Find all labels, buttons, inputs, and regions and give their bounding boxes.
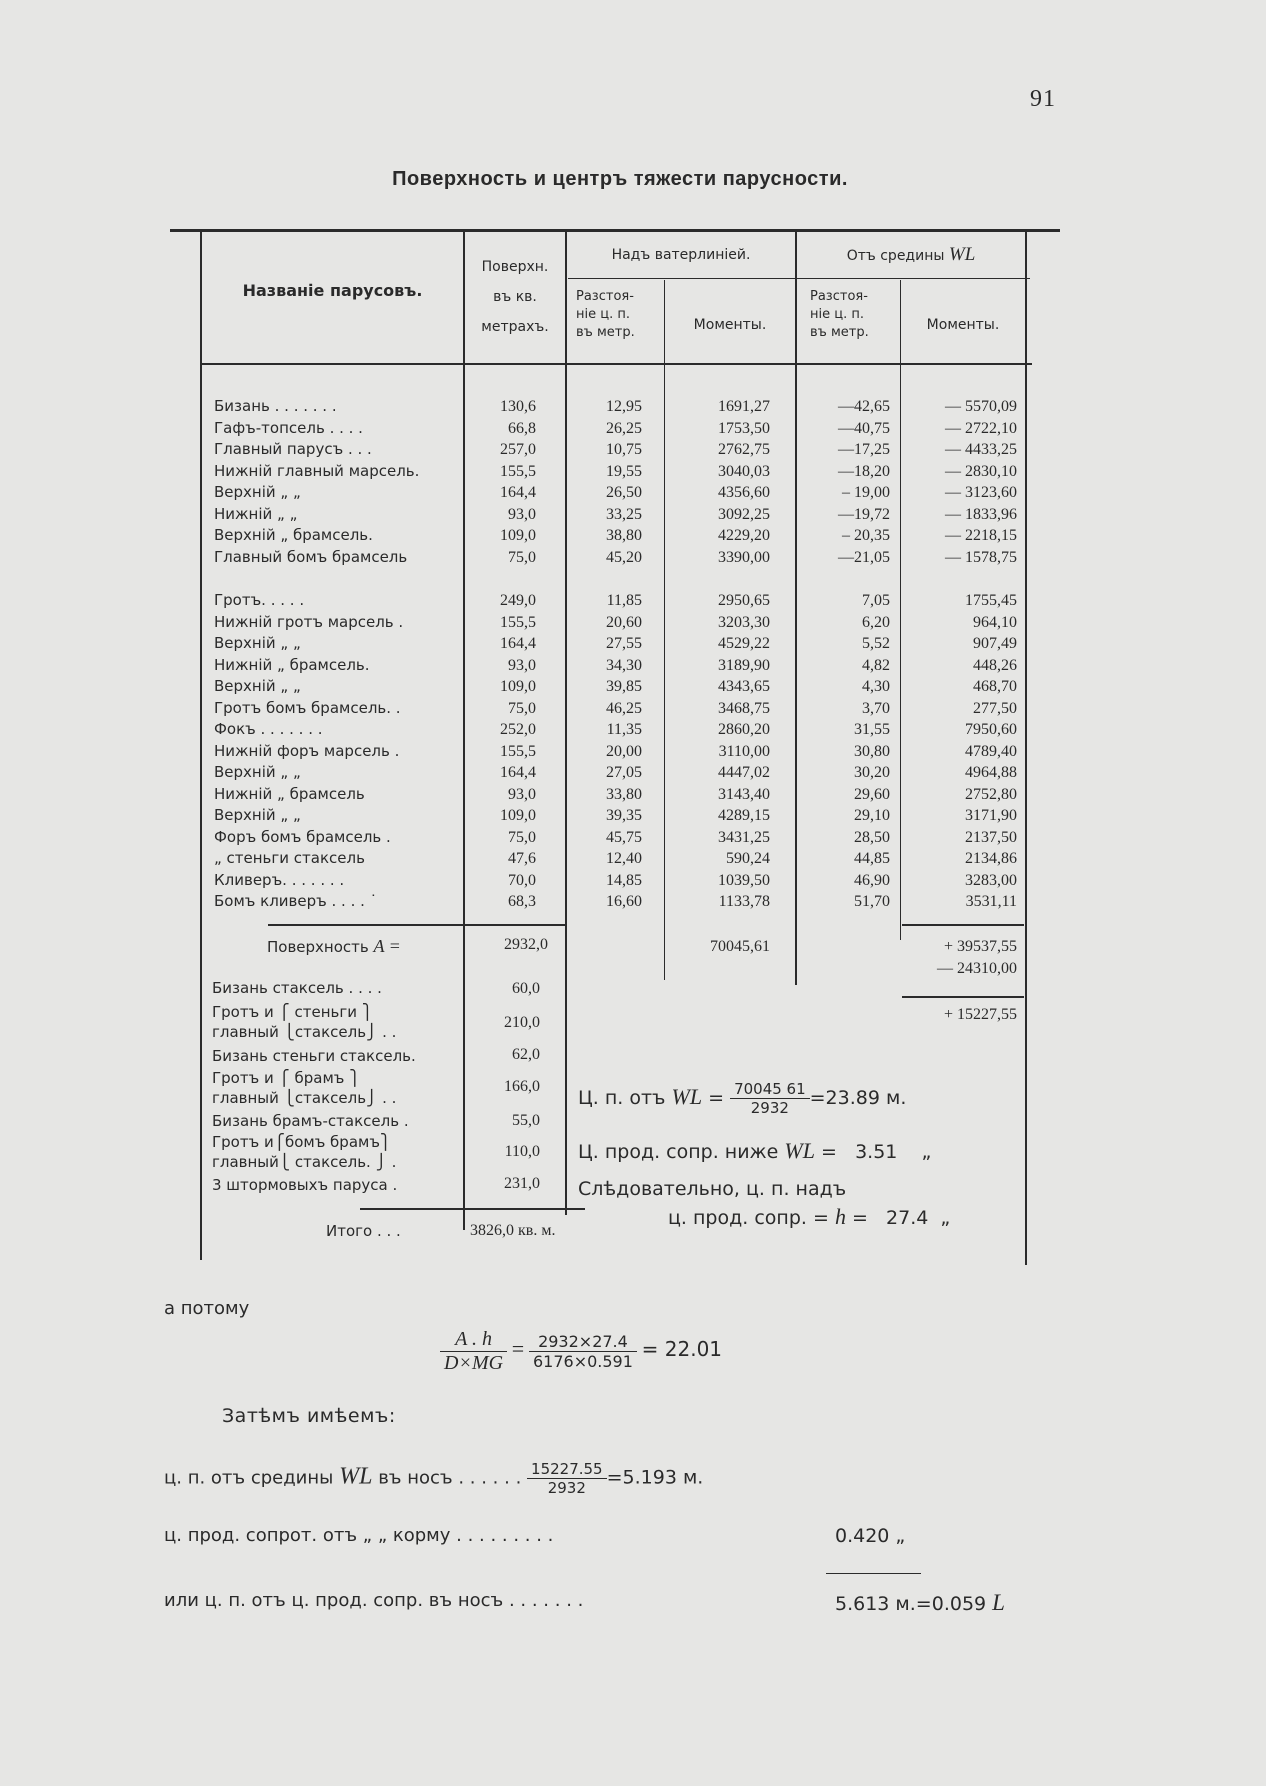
dist-cell: 4,82 — [862, 656, 890, 674]
line3: или ц. п. отъ ц. прод. сопр. въ носъ . . . . . . . — [164, 1590, 584, 1611]
page-number: 91 — [1030, 86, 1056, 112]
area-cell: 75,0 — [508, 699, 536, 717]
col-rule-area — [565, 230, 567, 1215]
calc-cp-res: =23.89 м. — [809, 1087, 907, 1109]
moment-h-cell: 3143,40 — [718, 785, 770, 803]
surface-symbol: A = — [373, 936, 401, 956]
area-cell: 109,0 — [500, 678, 536, 695]
moment-h-cell: 1133,78 — [718, 893, 770, 910]
height-cell: 45,20 — [606, 548, 642, 566]
group2-height — [570, 590, 642, 913]
header-wl-symbol: WL — [948, 244, 976, 265]
surface-rule-2 — [465, 924, 565, 926]
dist-cell: 7,05 — [862, 592, 890, 609]
line1-fraction — [527, 1460, 607, 1497]
header-bottom-rule — [200, 363, 1032, 365]
itogo-label: Итого . . . — [326, 1222, 401, 1240]
line1-den: 2932 — [547, 1479, 586, 1497]
dist-cell: 31,55 — [854, 721, 890, 738]
line3-symbol: L — [992, 1590, 1005, 1615]
moment-d-cell: 468,70 — [973, 678, 1017, 695]
moment-d-cell: — 2830,10 — [945, 462, 1017, 480]
area-cell: 164,4 — [500, 635, 536, 652]
storm-sail-area: 166,0 — [504, 1078, 540, 1095]
storm-sail-line: Бизань брамъ-стаксель . — [212, 1112, 409, 1130]
storm-sail-line: Гротъ и ⎧ стеньги ⎫ — [212, 1003, 373, 1021]
formula-equals: = — [511, 1335, 525, 1361]
dist-cell: 44,85 — [854, 850, 890, 867]
group1-moment-d — [905, 396, 1017, 568]
group2-dist — [800, 590, 890, 913]
moment-h-cell: 3203,30 — [718, 613, 770, 631]
sail-name: Нижній „ брамсель. — [214, 655, 370, 674]
header-moments-d: Моменты. — [926, 317, 1000, 333]
surface-label — [267, 936, 401, 957]
area-cell: 130,6 — [500, 398, 536, 415]
calc-clr-label: Ц. прод. сопр. ниже — [578, 1141, 779, 1163]
dist-cell: – 19,00 — [842, 484, 890, 501]
line2: ц. прод. сопрот. отъ „ „ корму . . . . . . . . . — [164, 1525, 554, 1546]
moment-d-cell: 3531,11 — [965, 893, 1017, 910]
area-cell: 164,4 — [500, 764, 536, 781]
sail-name: Нижній форъ марсель . — [214, 741, 400, 760]
height-cell: 14,85 — [606, 871, 642, 889]
header-area-line: метрахъ. — [481, 319, 549, 335]
moment-d-cell: 2137,50 — [965, 828, 1017, 846]
storm-sail-area: 55,0 — [512, 1112, 540, 1129]
moment-h-cell: 4447,02 — [718, 764, 770, 781]
storm-sail — [212, 1132, 396, 1172]
height-cell: 39,85 — [606, 678, 642, 695]
formula-den2: 6176×0.591 — [532, 1352, 633, 1371]
moment-h-cell: 3092,25 — [718, 505, 770, 523]
calc-clr-line: Ц. прод. сопр. ниже WL = 3.51 „ — [578, 1138, 932, 1163]
dist-cell: 29,10 — [854, 807, 890, 824]
area-cell: 155,5 — [500, 613, 536, 631]
group2-moment-h — [670, 590, 770, 913]
calc-h-label: ц. прод. сопр. = — [668, 1207, 829, 1229]
sail-name: Гротъ бомъ брамсель. . — [214, 698, 401, 717]
area-cell: 155,5 — [500, 462, 536, 480]
moment-d-cell: — 5570,09 — [945, 398, 1017, 415]
header-dist-line: въ метр. — [576, 325, 635, 340]
line3-res-wrap — [835, 1590, 1005, 1616]
calc-wl-symbol: WL — [784, 1138, 815, 1163]
height-cell: 33,80 — [606, 785, 642, 803]
dist-cell: 29,60 — [854, 785, 890, 803]
calc-cp-line: Ц. п. отъ WL = $\frac{70045 61}{2932}$ =23.89 м. — [578, 1080, 907, 1117]
table-top-rule — [170, 229, 1060, 232]
moment-d-cell: — 2722,10 — [945, 419, 1017, 437]
height-cell: 27,05 — [606, 764, 642, 781]
height-cell: 12,95 — [606, 398, 642, 415]
itogo-rule — [360, 1208, 585, 1210]
dist-cell: —17,25 — [838, 441, 890, 458]
header-dist-line: Разстоя- — [576, 289, 634, 304]
col-rule-right — [1025, 230, 1027, 1265]
height-cell: 16,60 — [606, 893, 642, 910]
moment-total: 70045,61 — [710, 938, 770, 955]
area-cell: 66,8 — [508, 419, 536, 437]
col-rule-left — [200, 230, 202, 1260]
moment-h-cell: 3110,00 — [718, 742, 770, 760]
storm-sail-line: Гротъ и ⎧ брамъ ⎫ — [212, 1069, 361, 1087]
col-rule-mh — [795, 230, 797, 985]
surface-rule — [268, 924, 468, 926]
storm-sail-line: главный⎩ стаксель. ⎭ . — [212, 1153, 397, 1171]
header-moments-h: Моменты. — [693, 317, 767, 333]
moment-h-cell: 590,24 — [726, 850, 770, 867]
height-cell: 26,25 — [606, 419, 642, 437]
moment-minus: — 24310,00 — [937, 960, 1017, 977]
area-cell: 75,0 — [508, 828, 536, 846]
sail-name: Гротъ. . . . . — [214, 591, 305, 609]
calc-quote: „ — [921, 1141, 932, 1163]
header-above-wl: Надъ ватерлиніей. — [611, 247, 751, 263]
calc-h-line: ц. прод. сопр. = h = 27.4 „ — [668, 1204, 951, 1229]
dist-cell: 30,20 — [854, 764, 890, 781]
header-dist-d — [810, 288, 869, 342]
sum-rule — [826, 1573, 921, 1574]
moment-d-cell: 3171,90 — [965, 807, 1017, 824]
dist-cell: 51,70 — [854, 893, 890, 910]
itogo-value: 3826,0 кв. м. — [470, 1222, 556, 1239]
area-cell: 109,0 — [500, 807, 536, 824]
height-cell: 19,55 — [606, 462, 642, 480]
sail-name: Бомъ кливеръ . . . . ˙ — [214, 892, 378, 910]
area-cell: 93,0 — [508, 785, 536, 803]
moment-d-cell: 4789,40 — [965, 742, 1017, 760]
header-dist-line: ніе ц. п. — [810, 307, 864, 322]
moment-h-cell: 3468,75 — [718, 699, 770, 717]
moment-h-cell: 1691,27 — [718, 398, 770, 415]
dist-cell: —21,05 — [838, 548, 890, 566]
moment-d-cell: 3283,00 — [965, 871, 1017, 889]
moment-h-cell: 2762,75 — [718, 441, 770, 458]
moment-d-cell: 2752,80 — [965, 785, 1017, 803]
moment-d-cell: 448,26 — [973, 656, 1017, 674]
sail-name: Нижній „ брамсель — [214, 784, 365, 803]
calc-cp-label: Ц. п. отъ — [578, 1087, 666, 1109]
header-area — [466, 252, 564, 342]
header-area-line: въ кв. — [493, 289, 537, 305]
surface-total: 2932,0 — [504, 936, 548, 953]
dist-cell: 28,50 — [854, 828, 890, 846]
moment-d-cell: 2134,86 — [965, 850, 1017, 867]
moment-net: + 15227,55 — [943, 1006, 1017, 1023]
formula-fraction-2 — [529, 1332, 637, 1371]
group1-moment-h — [670, 396, 770, 568]
header-dist-line: ніе ц. п. — [576, 307, 630, 322]
moment-d-cell: 4964,88 — [965, 764, 1017, 781]
surface-label-text: Поверхность — [267, 938, 369, 956]
line1-rest: въ носъ . . . . . . — [378, 1467, 522, 1489]
dist-cell: —18,20 — [838, 462, 890, 480]
header-from-mid-text: Отъ средины — [846, 248, 945, 264]
sail-name: Кливеръ. . . . . . . — [214, 870, 345, 889]
moment-h-cell: 3390,00 — [718, 548, 770, 566]
line1-res: =5.193 м. — [606, 1466, 704, 1489]
storm-sail-line: главный ⎩стаксель⎭ . . — [212, 1023, 397, 1041]
calc-cp-den: 2932 — [750, 1099, 789, 1117]
header-dist-line: въ метр. — [810, 325, 869, 340]
area-cell: 93,0 — [508, 505, 536, 523]
col-rule-h — [664, 280, 665, 980]
height-cell: 34,30 — [606, 656, 642, 674]
col-rule-d — [900, 280, 901, 940]
moment-h-cell: 4343,65 — [718, 678, 770, 695]
height-cell: 27,55 — [606, 635, 642, 652]
height-cell: 10,75 — [606, 441, 642, 458]
group2-area — [466, 590, 536, 913]
moment-h-cell: 4356,60 — [718, 484, 770, 501]
storm-sail — [212, 1111, 409, 1132]
dist-cell: 30,80 — [854, 742, 890, 760]
moment-h-cell: 3040,03 — [718, 462, 770, 480]
group1-names — [214, 396, 464, 568]
sail-name: Нижній гротъ марсель . — [214, 612, 404, 631]
storm-sail-area: 62,0 — [512, 1046, 540, 1063]
storm-sail-area: 110,0 — [504, 1143, 540, 1160]
area-cell: 70,0 — [508, 871, 536, 889]
moment-h-cell: 4529,22 — [718, 635, 770, 652]
dist-cell: 4,30 — [862, 678, 890, 695]
moment-d-cell: — 1833,96 — [945, 505, 1017, 523]
storm-sail-area: 60,0 — [512, 980, 540, 997]
formula-num: A . h — [440, 1328, 507, 1352]
moment-plus-rule — [902, 924, 1024, 926]
calc-cp-fraction — [730, 1080, 810, 1117]
storm-sail-line: Гротъ и⎧бомъ брамъ⎫ — [212, 1133, 392, 1151]
formula — [440, 1328, 722, 1375]
height-cell: 33,25 — [606, 505, 642, 523]
sail-name: Верхній „ „ — [214, 763, 301, 781]
moment-h-cell: 3431,25 — [718, 828, 770, 846]
sail-name: Форъ бомъ брамсель . — [214, 827, 391, 846]
calc-quote: „ — [940, 1207, 951, 1229]
potomu-text: а потому — [164, 1298, 250, 1319]
sail-name: Фокъ . . . . . . . — [214, 720, 323, 738]
calc-conseq: Слѣдовательно, ц. п. надъ — [578, 1178, 847, 1200]
sail-name: Нижній главный марсель. — [214, 461, 420, 480]
height-cell: 11,85 — [606, 592, 642, 609]
moment-h-cell: 1753,50 — [718, 419, 770, 437]
formula-den: D×MG — [444, 1352, 504, 1374]
sail-name: Бизань . . . . . . . — [214, 397, 337, 415]
moment-h-cell: 4229,20 — [718, 527, 770, 544]
storm-sail-line: Бизань стеньги стаксель. — [212, 1047, 416, 1065]
moment-d-cell: — 2218,15 — [945, 527, 1017, 544]
group2-names — [214, 590, 464, 913]
moment-d-cell: 964,10 — [973, 613, 1017, 631]
group1-dist — [800, 396, 890, 568]
moment-d-cell: 907,49 — [973, 635, 1017, 652]
height-cell: 26,50 — [606, 484, 642, 501]
sail-name: Главный бомъ брамсель — [214, 547, 408, 566]
moment-d-cell: — 4433,25 — [945, 441, 1017, 458]
storm-sail-line: главный ⎩стаксель⎭ . . — [212, 1089, 397, 1107]
area-cell: 68,3 — [508, 893, 536, 910]
area-cell: 109,0 — [500, 527, 536, 544]
area-cell: 75,0 — [508, 548, 536, 566]
height-cell: 39,35 — [606, 807, 642, 824]
formula-num2: 2932×27.4 — [529, 1332, 637, 1352]
storm-sail-area: 210,0 — [504, 1014, 540, 1031]
height-cell: 45,75 — [606, 828, 642, 846]
storm-sail-area: 231,0 — [504, 1175, 540, 1192]
height-cell: 11,35 — [606, 721, 642, 738]
area-cell: 252,0 — [500, 721, 536, 738]
line1-num: 15227.55 — [527, 1460, 607, 1479]
calc-clr-res: 3.51 — [855, 1141, 898, 1163]
height-cell: 46,25 — [606, 699, 642, 717]
calc-wl-symbol: WL — [671, 1084, 703, 1109]
line1-wl-symbol: WL — [339, 1463, 373, 1490]
line2-res: 0.420 „ — [835, 1525, 906, 1547]
storm-sail — [212, 1175, 397, 1196]
sail-name: Верхній „ „ — [214, 634, 301, 652]
line3-res: 5.613 м.=0.059 — [835, 1593, 987, 1615]
dist-cell: 46,90 — [854, 871, 890, 889]
sail-name: Верхній „ „ — [214, 483, 301, 501]
page-title: Поверхность и центръ тяжести парусности. — [392, 168, 848, 190]
group2-moment-d — [905, 590, 1017, 913]
moment-net-rule — [902, 996, 1024, 998]
sail-name: Верхній „ „ — [214, 806, 301, 824]
area-cell: 155,5 — [500, 742, 536, 760]
moment-d-cell: — 1578,75 — [945, 548, 1017, 566]
sail-name: „ стеньги стаксель — [214, 849, 365, 867]
storm-sail — [212, 978, 382, 999]
storm-sail — [212, 1002, 396, 1042]
header-sub-rule — [568, 278, 1030, 279]
header-dist-h — [576, 288, 635, 342]
line1 — [164, 1460, 703, 1497]
zatem-text: Затѣмъ имѣемъ: — [222, 1405, 396, 1427]
storm-sail-line: Бизань стаксель . . . . — [212, 979, 382, 997]
moment-h-cell: 4289,15 — [718, 807, 770, 824]
dist-cell: 3,70 — [862, 699, 890, 717]
moment-h-cell: 2950,65 — [718, 592, 770, 609]
storm-sail-line: 3 штормовыхъ паруса . — [212, 1176, 398, 1194]
formula-fraction — [440, 1328, 507, 1375]
area-cell: 164,4 — [500, 484, 536, 501]
area-cell: 93,0 — [508, 656, 536, 674]
calc-h-symbol: h — [834, 1204, 846, 1229]
dist-cell: —19,72 — [838, 505, 890, 523]
moment-h-cell: 2860,20 — [718, 721, 770, 738]
moment-plus: + 39537,55 — [943, 938, 1017, 955]
dist-cell: —42,65 — [838, 398, 890, 415]
moment-h-cell: 3189,90 — [718, 656, 770, 674]
sail-name: Нижній „ „ — [214, 504, 298, 523]
area-cell: 249,0 — [500, 592, 536, 609]
dist-cell: —40,75 — [838, 419, 890, 437]
calc-cp-num: 70045 61 — [730, 1080, 810, 1099]
height-cell: 38,80 — [606, 527, 642, 544]
moment-d-cell: — 3123,60 — [945, 484, 1017, 501]
group1-area — [466, 396, 536, 568]
storm-sail — [212, 1046, 416, 1067]
moment-d-cell: 7950,60 — [965, 721, 1017, 738]
height-cell: 20,60 — [606, 613, 642, 631]
area-cell: 257,0 — [500, 441, 536, 458]
sail-name: Главный парусъ . . . — [214, 440, 372, 458]
header-name: Названіе парусовъ. — [242, 281, 423, 300]
height-cell: 12,40 — [606, 850, 642, 867]
header-from-mid — [797, 244, 1025, 267]
moment-d-cell: 277,50 — [973, 699, 1017, 717]
sail-name: Верхній „ брамсель. — [214, 526, 373, 544]
calc-h-res: 27.4 — [886, 1207, 929, 1229]
group1-height — [570, 396, 642, 568]
dist-cell: – 20,35 — [842, 527, 890, 544]
sail-name: Гафъ-топсель . . . . — [214, 418, 363, 437]
moment-d-cell: 1755,45 — [965, 592, 1017, 609]
header-area-line: Поверхн. — [481, 259, 549, 275]
storm-sail — [212, 1068, 396, 1108]
moment-h-cell: 1039,50 — [718, 871, 770, 889]
formula-result: = 22.01 — [641, 1336, 723, 1361]
line1-label: ц. п. отъ средины — [164, 1467, 334, 1489]
dist-cell: 5,52 — [862, 635, 890, 652]
area-cell: 47,6 — [508, 850, 536, 867]
header-dist-line: Разстоя- — [810, 289, 868, 304]
height-cell: 20,00 — [606, 742, 642, 760]
dist-cell: 6,20 — [862, 613, 890, 631]
sail-name: Верхній „ „ — [214, 677, 301, 695]
